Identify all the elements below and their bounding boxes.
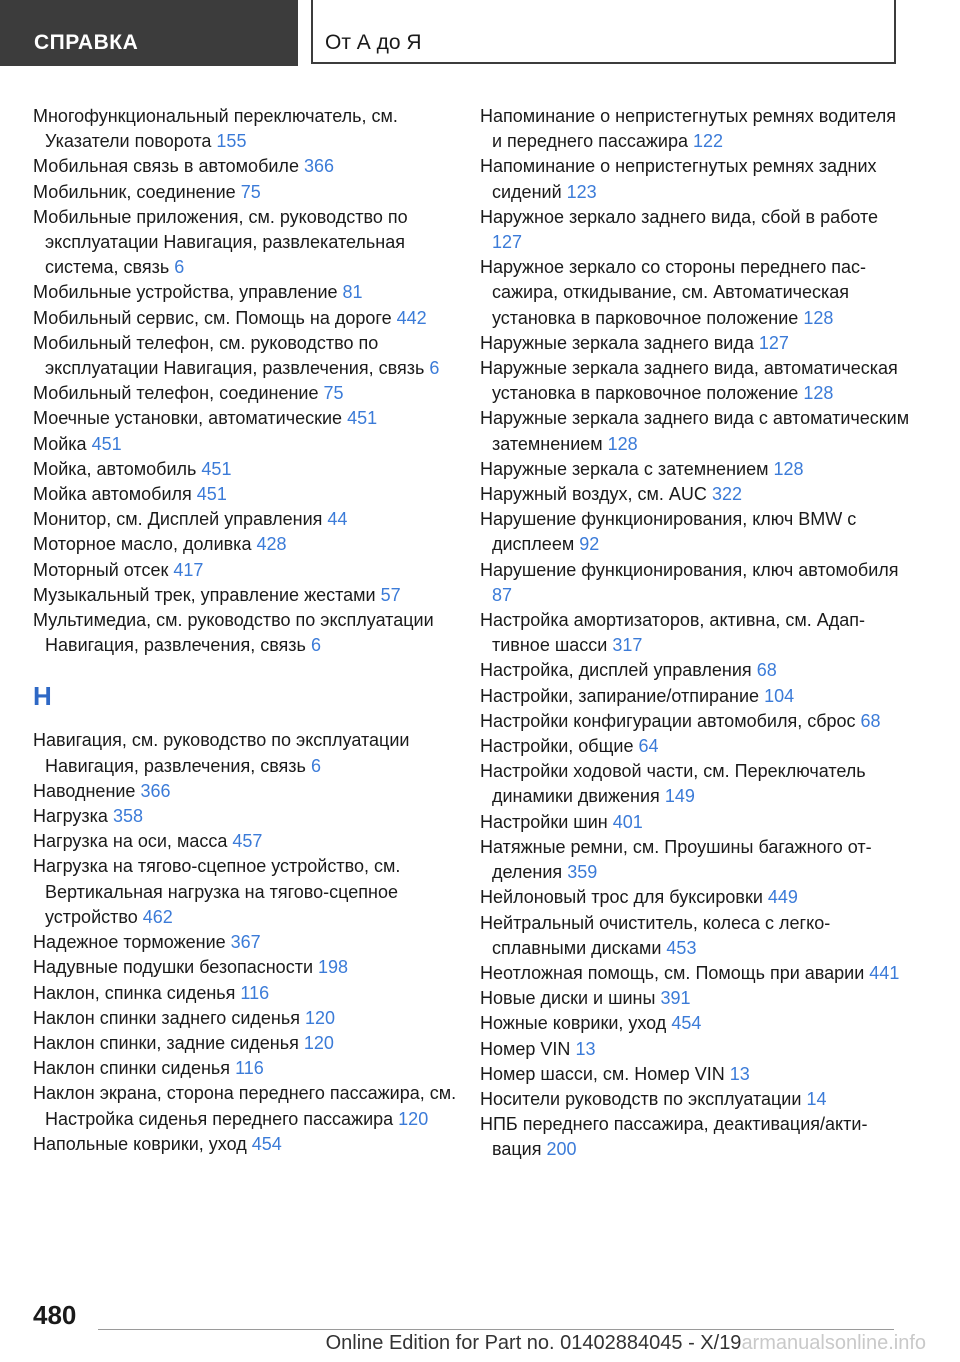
index-entry	[480, 709, 910, 734]
index-entry	[33, 1031, 478, 1056]
index-entry	[480, 482, 910, 507]
index-entry	[33, 306, 478, 331]
page-link[interactable]: 451	[91, 433, 122, 454]
index-entry	[33, 1081, 478, 1131]
page-link[interactable]: 367	[230, 932, 261, 953]
index-entry	[33, 1006, 478, 1031]
page-link[interactable]: 128	[803, 307, 834, 328]
entry-text: Моторный отсек	[33, 559, 169, 580]
index-entry	[33, 608, 478, 658]
page-link[interactable]: 454	[251, 1133, 282, 1154]
index-entry	[480, 961, 910, 986]
index-entry	[33, 180, 478, 205]
index-entry	[480, 255, 910, 331]
page-link[interactable]: 449	[767, 887, 798, 908]
page-link[interactable]: 128	[607, 433, 638, 454]
index-entry	[33, 930, 478, 955]
entry-text: Настройки шин	[480, 811, 608, 832]
entry-text: Номер VIN	[480, 1038, 571, 1059]
entry-text: Наружные зеркала с затемнением	[480, 458, 769, 479]
page-link[interactable]: 366	[140, 780, 171, 801]
entry-text: Нейтральный очиститель, колеса с легкосплавными дисками	[480, 912, 831, 958]
index-entry	[33, 981, 478, 1006]
page-link[interactable]: 123	[566, 181, 597, 202]
entry-text: Наружный воздух, см. AUC	[480, 484, 707, 505]
page-link[interactable]: 57	[380, 584, 401, 605]
page-link[interactable]: 442	[396, 307, 427, 328]
page-link[interactable]: 6	[429, 358, 440, 379]
index-entry	[480, 1037, 910, 1062]
entry-text: Мобильные устройства, управление	[33, 282, 338, 303]
page-link[interactable]: 358	[112, 806, 143, 827]
page-link[interactable]: 120	[304, 1007, 336, 1028]
index-entry	[33, 558, 478, 583]
entry-text: Наружные зеркала заднего вида, автоматическая установка в парковочное положение	[480, 358, 898, 404]
page-link[interactable]: 155	[216, 131, 247, 152]
index-entry	[33, 955, 478, 980]
entry-text: Мобильные приложения, см. руководство по эксплуатации Навигация, развлекательная система, связь	[33, 206, 408, 278]
entry-text: Наклон спинки заднего сиденья	[33, 1007, 300, 1028]
index-entry	[480, 1112, 910, 1162]
index-list-n-continued	[480, 104, 910, 1163]
index-list-n	[33, 728, 478, 1156]
page-link[interactable]: 428	[256, 534, 287, 555]
index-entry	[33, 804, 478, 829]
entry-text: Напоминание о непристегнутых ремнях задних сидений	[480, 156, 877, 202]
index-entry	[480, 1011, 910, 1036]
page-link[interactable]: 116	[235, 1058, 264, 1079]
footer-edition	[326, 1332, 926, 1355]
page-link[interactable]: 104	[764, 685, 795, 706]
entry-text: Наружное зеркало заднего вида, сбой в работе	[480, 206, 879, 227]
index-entry	[480, 1062, 910, 1087]
entry-text: Наклон спинки сиденья	[33, 1058, 231, 1079]
page-link[interactable]: 81	[342, 282, 363, 303]
index-entry	[480, 810, 910, 835]
entry-text: Неотложная помощь, см. Помощь при аварии	[480, 962, 865, 983]
entry-text: Многофункциональный переключатель, см. Указатели поворота	[33, 106, 398, 152]
entry-text: Наружное зеркало со стороны переднего пассажира, откидывание, см. Автоматическая установка в парковочное положение	[480, 257, 867, 328]
page-link[interactable]: 359	[567, 862, 598, 883]
section-letter-n: Н	[33, 681, 52, 712]
index-entry	[33, 381, 478, 406]
page-link[interactable]: 451	[201, 458, 232, 479]
entry-text: Нагрузка на оси, масса	[33, 831, 228, 852]
index-entry	[480, 154, 910, 204]
page-link[interactable]: 462	[142, 906, 173, 927]
page-link[interactable]: 317	[612, 635, 643, 656]
index-entry	[480, 356, 910, 406]
entry-text: Мобильный телефон, соединение	[33, 383, 319, 404]
index-entry	[480, 734, 910, 759]
index-entry	[480, 406, 910, 456]
entry-text: Моечные установки, автоматические	[33, 408, 343, 429]
page-link[interactable]: 13	[575, 1038, 596, 1059]
page-number: 480	[33, 1300, 77, 1330]
entry-text: Надувные подушки безопасности	[33, 957, 313, 978]
entry-text: Нейлоновый трос для буксировки	[480, 887, 763, 908]
index-entry	[480, 885, 910, 910]
index-column-right	[480, 104, 910, 1163]
entry-text: Наружные зеркала заднего вида	[480, 332, 754, 353]
page-link[interactable]: 417	[173, 559, 204, 580]
entry-text: Напоминание о непристегнутых ремнях водителя и переднего пассажира	[480, 106, 896, 152]
index-entry	[480, 986, 910, 1011]
footer-divider	[98, 1329, 894, 1330]
entry-text: Мобильная связь в автомобиле	[33, 156, 299, 177]
index-entry	[33, 1132, 478, 1157]
index-entry	[33, 331, 478, 381]
entry-text: Ножные коврики, уход	[480, 1013, 667, 1034]
index-entry	[480, 457, 910, 482]
index-entry	[480, 331, 910, 356]
page-link[interactable]: 6	[310, 755, 321, 776]
entry-text: Носители руководств по эксплуатации	[480, 1088, 802, 1109]
index-entry	[33, 205, 478, 281]
entry-text: Наружные зеркала заднего вида с автоматическим затемнением	[480, 408, 910, 454]
entry-text: НПБ переднего пассажира, деактивация/активация	[480, 1114, 868, 1160]
page-link[interactable]: 116	[240, 982, 270, 1003]
index-column-left	[33, 104, 478, 1157]
entry-text: Настройки конфигурации автомобиля, сброс	[480, 710, 856, 731]
index-entry	[33, 532, 478, 557]
index-entry	[33, 507, 478, 532]
entry-text: Наклон, спинка сиденья	[33, 982, 236, 1003]
entry-text: Мультимедиа, см. руководство по эксплуатации Навигация, развлечения, связь	[33, 610, 434, 656]
page-link[interactable]: 75	[323, 383, 344, 404]
index-entry	[480, 608, 910, 658]
page-link[interactable]: 127	[492, 232, 523, 253]
index-entry	[480, 835, 910, 885]
entry-text: Наклон экрана, сторона переднего пассажира, см. Настройка сиденья переднего пассажира	[33, 1083, 457, 1129]
page-link[interactable]: 198	[318, 957, 349, 978]
index-entry	[480, 684, 910, 709]
entry-text: Номер шасси, см. Номер VIN	[480, 1063, 725, 1084]
index-entry	[480, 759, 910, 809]
page-link[interactable]: 64	[638, 736, 659, 757]
entry-text: Нагрузка	[33, 806, 108, 827]
index-entry	[33, 482, 478, 507]
entry-text: Настройки, общие	[480, 736, 634, 757]
index-entry	[480, 1087, 910, 1112]
page-link[interactable]: 120	[303, 1032, 334, 1053]
watermark-site: armanualsonline.info	[741, 1332, 926, 1354]
index-entry	[33, 1056, 478, 1081]
entry-text: Мобильный сервис, см. Помощь на дороге	[33, 307, 392, 328]
page-link[interactable]: 451	[347, 408, 378, 429]
page-link[interactable]: 454	[671, 1013, 702, 1034]
entry-text: Настройка, дисплей управления	[480, 660, 752, 681]
index-entry	[480, 507, 910, 557]
page-link[interactable]: 441	[869, 962, 900, 983]
page-link[interactable]: 92	[579, 534, 600, 555]
subsection-tab: От А до Я	[311, 0, 896, 64]
index-entry	[33, 583, 478, 608]
entry-text: Настройки, запирание/отпирание	[480, 685, 760, 706]
page-link[interactable]: 322	[711, 484, 742, 505]
entry-text: Моторное масло, доливка	[33, 534, 252, 555]
entry-text: Нагрузка на тягово-сцепное устройство, см. Вертикальная нагрузка на тягово-сцепное устройство	[33, 856, 401, 927]
entry-text: Мойка	[33, 433, 87, 454]
entry-text: Мойка автомобиля	[33, 484, 192, 505]
page-link[interactable]: 122	[692, 131, 724, 152]
page-link[interactable]: 120	[398, 1108, 429, 1129]
edition-text: Online Edition for Part no. 01402884045 - X/19	[325, 1332, 742, 1354]
page-link[interactable]: 366	[303, 156, 335, 177]
page-link[interactable]: 200	[546, 1139, 577, 1160]
index-entry	[33, 432, 478, 457]
index-entry	[33, 406, 478, 431]
index-entry	[33, 728, 478, 778]
index-entry	[33, 854, 478, 930]
index-entry	[480, 104, 910, 154]
page-link[interactable]: 457	[232, 831, 263, 852]
entry-text: Наклон спинки, задние сиденья	[33, 1032, 299, 1053]
index-entry	[33, 779, 478, 804]
page-link[interactable]: 127	[758, 332, 789, 353]
page-link[interactable]: 149	[664, 786, 695, 807]
page-link[interactable]: 75	[240, 181, 261, 202]
entry-text: Монитор, см. Дисплей управления	[33, 509, 323, 530]
index-entry	[33, 154, 478, 179]
index-entry	[33, 829, 478, 854]
page-header	[0, 0, 960, 66]
index-entry	[33, 457, 478, 482]
entry-text: Надежное торможение	[33, 932, 226, 953]
page-link[interactable]: 13	[729, 1063, 750, 1084]
section-tab: СПРАВКА	[0, 0, 298, 66]
index-entry	[480, 205, 910, 255]
entry-text: Мобильный телефон, см. руководство по эксплуатации Навигация, развлечения, связь	[33, 332, 425, 379]
page-link[interactable]: 128	[803, 383, 834, 404]
entry-text: Нарушение функционирования, ключ автомобиля	[480, 559, 899, 580]
page-link[interactable]: 68	[756, 660, 777, 681]
page-link[interactable]: 6	[310, 635, 321, 656]
entry-text: Навигация, см. руководство по эксплуатации Навигация, развлечения, связь	[33, 730, 410, 776]
page-link[interactable]: 401	[612, 811, 643, 832]
page-link[interactable]: 87	[492, 584, 513, 605]
index-entry	[33, 104, 478, 154]
entry-text: Настройка амортизаторов, активна, см. Адаптивное шасси	[480, 610, 865, 656]
entry-text: Настройки ходовой части, см. Переключатель динамики движения	[480, 761, 866, 807]
index-list-m	[33, 104, 478, 658]
entry-text: Мобильник, соединение	[33, 181, 236, 202]
entry-text: Натяжные ремни, см. Проушины багажного отделения	[480, 836, 872, 883]
page-link[interactable]: 68	[860, 710, 881, 731]
page-link[interactable]: 391	[660, 988, 691, 1009]
entry-text: Напольные коврики, уход	[33, 1133, 247, 1154]
page-link[interactable]: 6	[174, 257, 185, 278]
entry-text: Мойка, автомобиль	[33, 458, 197, 479]
page-link[interactable]: 14	[806, 1088, 827, 1109]
page-link[interactable]: 453	[666, 937, 697, 958]
page-link[interactable]: 451	[196, 484, 227, 505]
page-link[interactable]: 128	[773, 458, 804, 479]
entry-text: Нарушение функционирования, ключ BMW с дисплеем	[480, 509, 857, 555]
index-entry	[33, 280, 478, 305]
page-link[interactable]: 44	[327, 509, 348, 530]
index-entry	[480, 558, 910, 608]
entry-text: Музыкальный трек, управление жестами	[33, 584, 376, 605]
index-entry	[480, 658, 910, 683]
entry-text: Наводнение	[33, 780, 136, 801]
entry-text: Новые диски и шины	[480, 988, 656, 1009]
index-entry	[480, 911, 910, 961]
